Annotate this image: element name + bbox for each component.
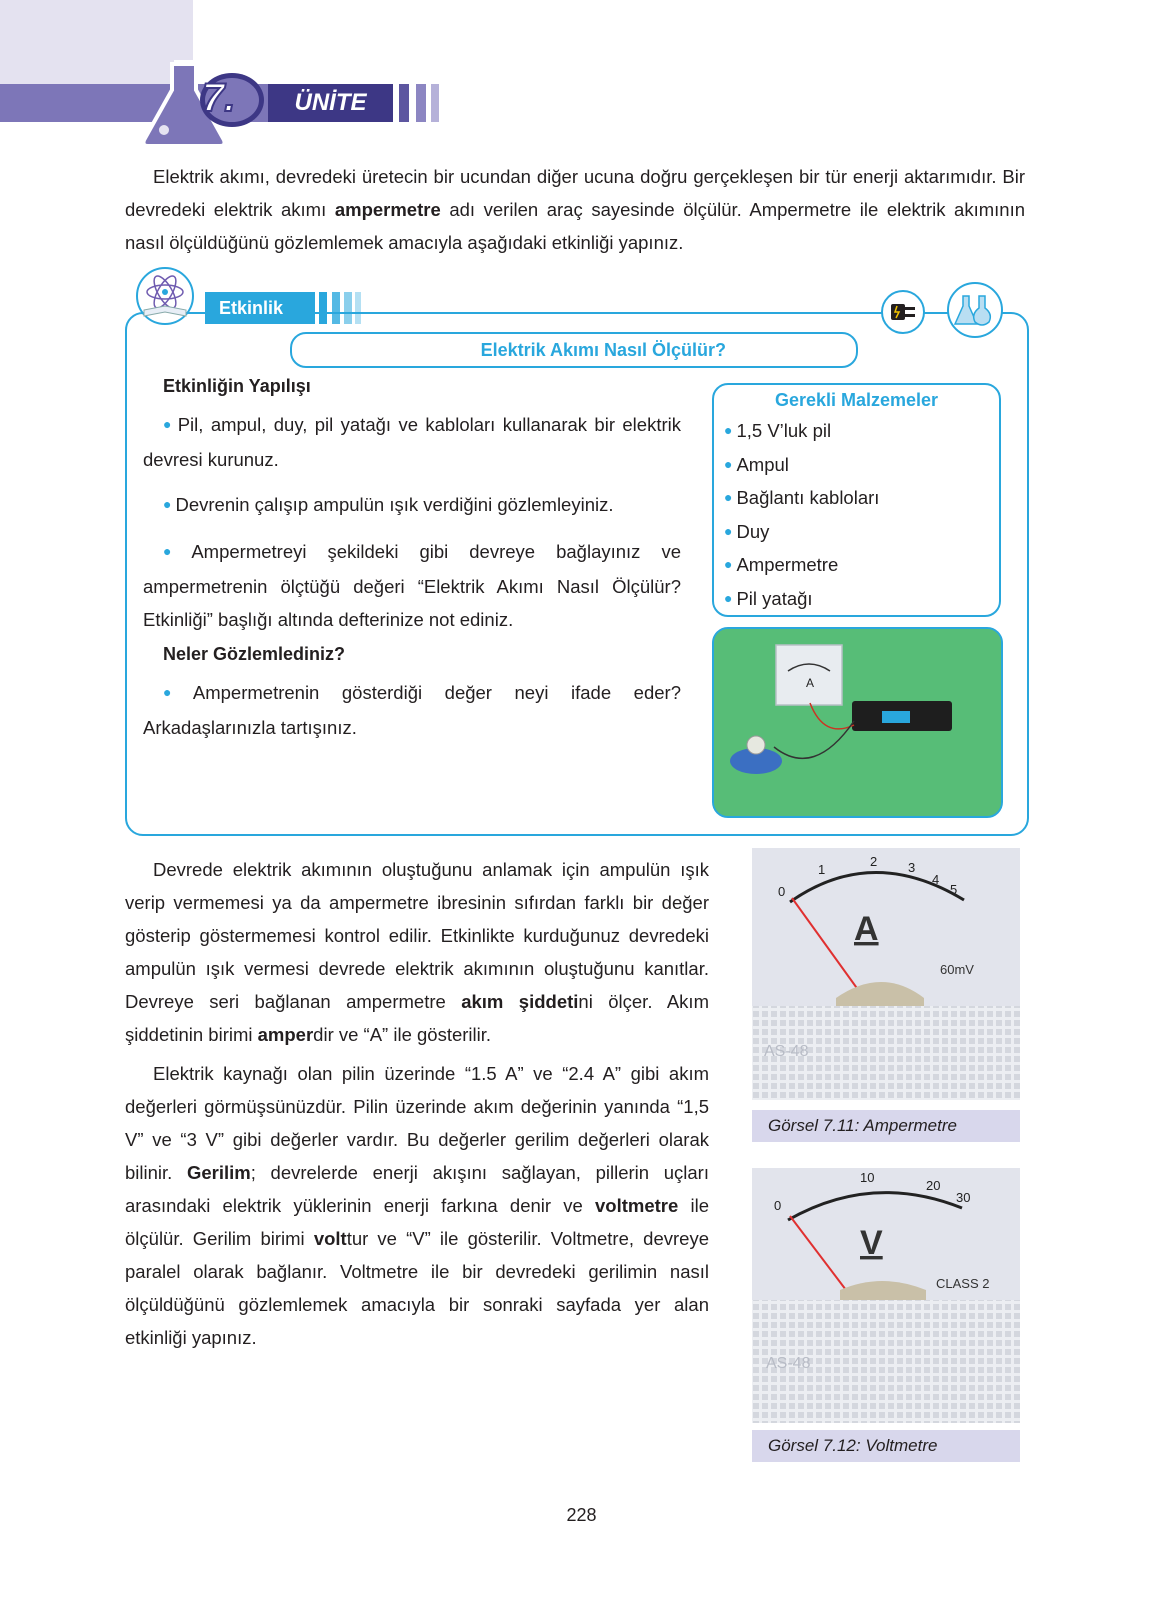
material-item: ● 1,5 V’luk pil <box>724 420 832 441</box>
ammeter-scale-2: 2 <box>870 854 878 869</box>
ammeter-scale-4: 4 <box>932 872 940 887</box>
voltmeter-scale-10: 10 <box>860 1170 875 1185</box>
material-item: ● Ampul <box>724 453 789 475</box>
unit-stripe-2 <box>399 84 409 122</box>
activity-stripe-3 <box>344 292 352 324</box>
lab-flasks-icon <box>947 282 1003 338</box>
ammeter-image <box>752 848 1020 1100</box>
ammeter-model: AS-48 <box>764 1043 809 1060</box>
voltmeter-class: CLASS 2 <box>936 1276 990 1291</box>
body-text <box>125 853 709 1354</box>
ammeter-unit: A <box>854 910 879 948</box>
activity-label: Etkinlik <box>205 292 315 324</box>
procedure-step-1: ● Pil, ampul, duy, pil yatağı ve kabloları kullanarak bir elektrik devresi kurunuz. <box>143 414 681 470</box>
materials-list <box>714 415 999 616</box>
voltmeter-scale-30: 30 <box>956 1190 971 1205</box>
observation-heading: Neler Gözlemlediniz? <box>163 644 346 664</box>
plug-icon <box>881 290 925 334</box>
activity-stripe-1 <box>319 292 327 324</box>
voltmeter-image <box>752 1168 1020 1423</box>
procedure-heading: Etkinliğin Yapılışı <box>163 376 311 396</box>
material-item: ● Pil yatağı <box>724 587 813 609</box>
intro-paragraph: Elektrik akımı, devredeki üretecin bir ucundan diğer ucuna doğru gerçekleşen bir tür enerji aktarımıdır. Bir devredeki elektrik akımı ampermetre adı verilen araç sayesinde ölçülür. Ampermetre ile elektrik akımının nasıl ölçüldüğünü gözlemlemek amacıyla aşağıdaki etkinliği yapınız. <box>125 166 1025 253</box>
unit-stripe-3 <box>416 84 426 122</box>
page-number: 228 <box>566 1505 597 1525</box>
material-item: ● Bağlantı kabloları <box>724 487 880 508</box>
voltmeter-scale-0: 0 <box>774 1198 782 1213</box>
materials-box <box>712 383 1001 617</box>
activity-stripe-4 <box>355 292 361 324</box>
activity-stripe-2 <box>332 292 340 324</box>
voltmeter-scale-20: 20 <box>926 1178 941 1193</box>
unit-stripe-4 <box>431 84 439 122</box>
materials-heading: Gerekli Malzemeler <box>774 390 939 410</box>
procedure-step-3: ● Ampermetreyi şekildeki gibi devreye bağlayınız ve ampermetrenin ölçtüğü değeri “Elektrik Akımı Nasıl Ölçülür? Etkinliği” başlığı altında defterinize not ediniz. <box>143 541 681 630</box>
material-item: ● Ampermetre <box>724 554 839 575</box>
body-paragraph-2: Elektrik kaynağı olan pilin üzerinde “1.5 A” ve “2.4 A” gibi akım değerleri görmüşsünüzdür. Pilin üzerinde akım değerinin yanında “1,5 V” ve “3 V” gibi değerler vardır. Bu değerler gerilim değerleri olarak bilinir. Gerilim; devrelerde enerji akışını sağlayan, pillerin uçları arasındaki elektrik yüklerinin enerji farkına denir ve voltmetre ile ölçülür. Gerilim birimi volttur ve “V” ile gösterilir. Voltmetre, devreye paralel olarak bağlanır. Voltmetre ile bir devredeki gerilimin nasıl ölçüldüğünü gözlemlemek amacıyla bir sonraki sayfada yer alan etkinliği yapınız. <box>125 1063 709 1348</box>
voltmeter-caption: Görsel 7.12: Voltmetre <box>752 1430 1020 1462</box>
activity-procedure <box>143 372 681 744</box>
ammeter-scale-1: 1 <box>818 862 826 877</box>
material-item: ● Duy <box>724 520 770 542</box>
unit-label: ÜNİTE <box>268 84 393 122</box>
activity-title-box <box>290 332 858 368</box>
ammeter-rating: 60mV <box>940 962 974 977</box>
procedure-step-2: ● Devrenin çalışıp ampulün ışık verdiğini gözlemleyiniz. <box>163 494 614 515</box>
voltmeter-model: AS-48 <box>766 1355 811 1372</box>
unit-stripe-1 <box>382 84 392 122</box>
observation-question: ● Ampermetrenin gösterdiği değer neyi ifade eder? Arkadaşlarınızla tartışınız. <box>143 682 681 738</box>
ammeter-scale-3: 3 <box>908 860 916 875</box>
voltmeter-unit: V <box>860 1224 883 1262</box>
circuit-photo <box>712 627 1003 818</box>
body-paragraph-1: Devrede elektrik akımının oluştuğunu anlamak için ampulün ışık verip vermemesi ya da ampermetre ibresinin sıfırdan farklı bir değer gösterip göstermemesi kontrol edilir. Etkinlikte kurduğunuz devredeki ampulün ışık vermesi devrede elektrik akımının oluştuğunu kanıtlar. Devreye seri bağlanan ampermetre akım şiddetini ölçer. Akım şiddetinin birimi amperdir ve “A” ile gösterilir. <box>125 859 709 1045</box>
atom-book-icon <box>130 266 200 326</box>
circuit-meter-unit: A <box>806 676 815 690</box>
ammeter-scale-5: 5 <box>950 882 958 897</box>
unit-number: 7. <box>202 76 236 120</box>
ammeter-caption: Görsel 7.11: Ampermetre <box>752 1110 1020 1142</box>
activity-title: Elektrik Akımı Nasıl Ölçülür? <box>480 340 726 360</box>
ammeter-scale-0: 0 <box>778 884 786 899</box>
